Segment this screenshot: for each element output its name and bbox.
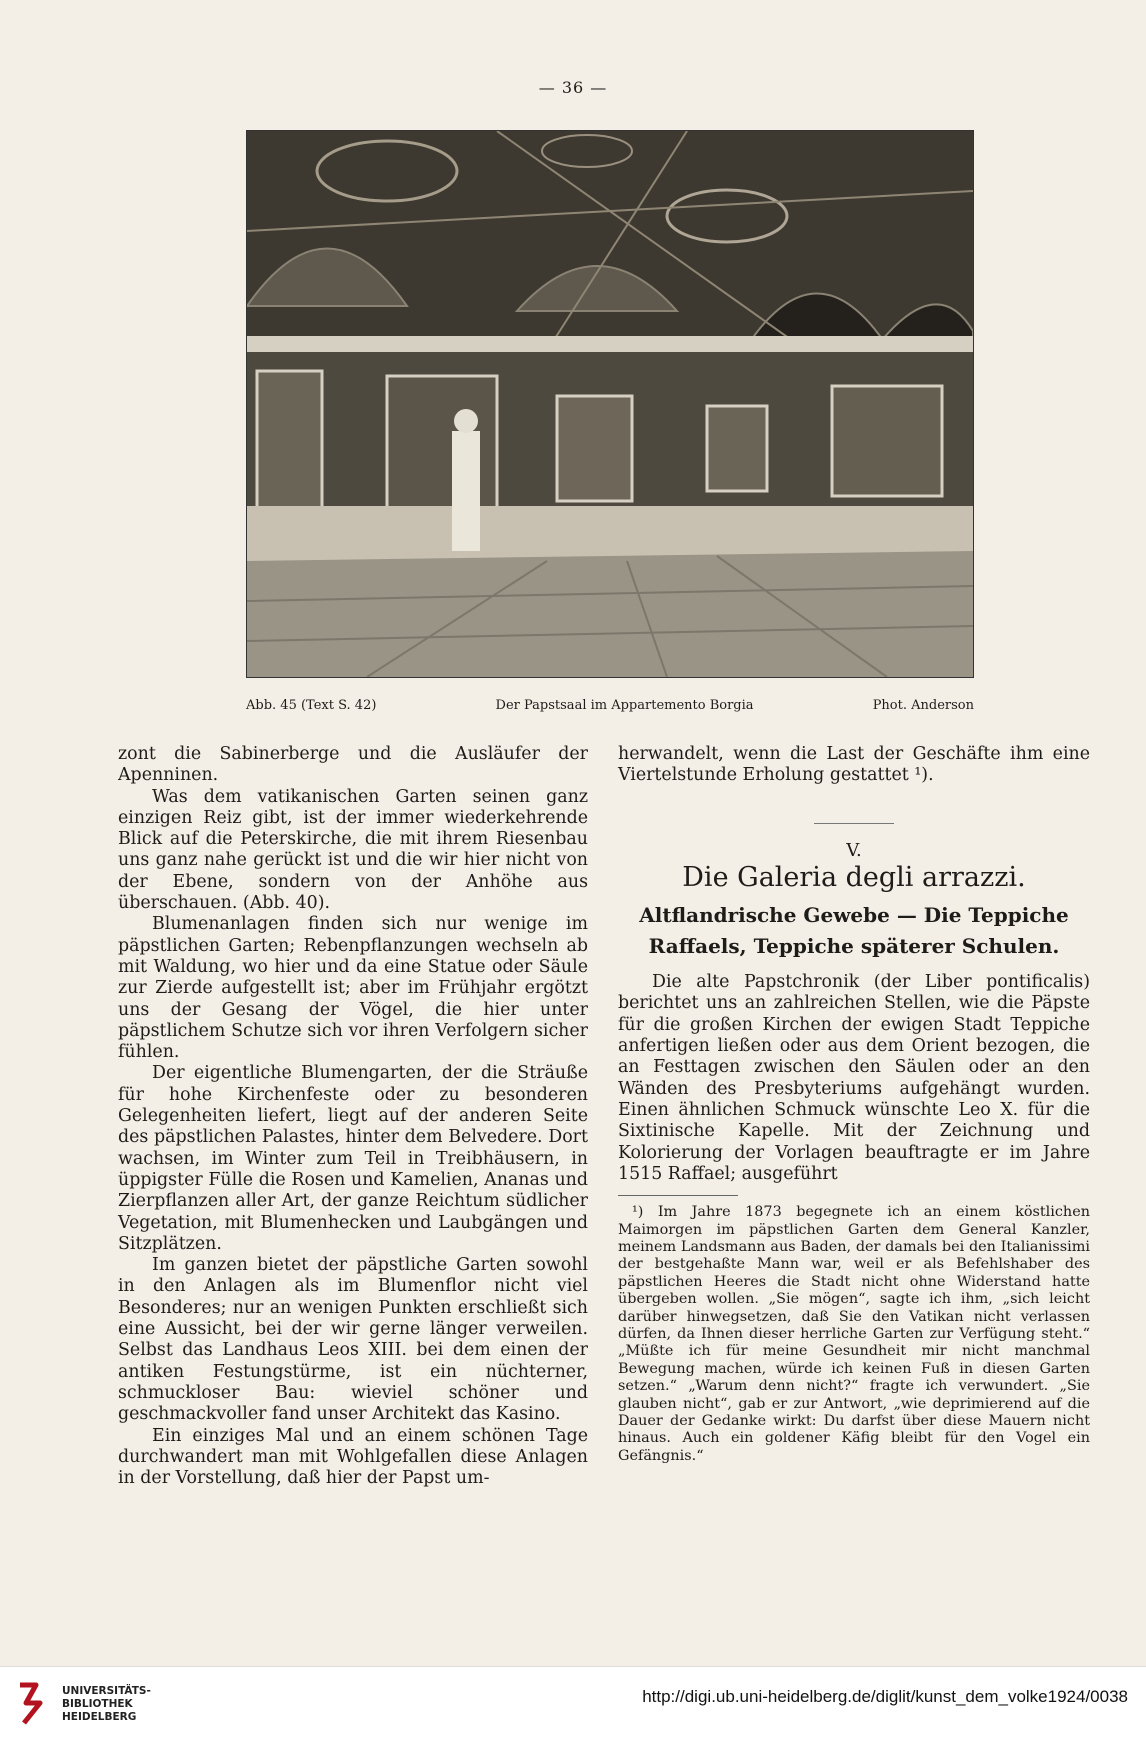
paragraph: Die alte Papstchronik (der Liber pontificalis) berichtet uns an zahlreichen Stellen, wie die Päpste für die großen Kirchen der ewigen Stadt Teppiche anfertigen ließen oder aus dem Orient bezogen, die an Festtagen zwischen den Säulen oder an den Wänden des Presbyteriums aufgehängt wurden. Einen ähnlichen Schmuck wünschte Leo X. für die Sixtinische Kapelle. Mit der Zeichnung und Kolorierung der Vorlagen beauftragte er im Jahre 1515 Raffael; ausgeführt: [618, 972, 1090, 1184]
paragraph: Der eigentliche Blumengarten, der die Sträuße für hohe Kirchenfeste oder zu besonderen Gelegenheiten liefert, liegt auf der anderen Seite des päpstlichen Palastes, hinter dem Belvedere. Dort wachsen, im Winter zum Teil in Treibhäusern, in üppigster Fülle die Rosen und Kamelien, Ananas und Zierpflanzen aller Art, der ganze Reichtum südlicher Vegetation, mit Blumenhecken und Laubgängen und Sitzplätzen.: [118, 1063, 588, 1254]
logo-line: BIBLIOTHEK: [62, 1697, 133, 1710]
library-logo-icon: [14, 1681, 54, 1727]
footnote: ¹) Im Jahre 1873 begegnete ich an einem köstlichen Maimorgen im päpstlichen Garten dem General Kanzler, meinem Landsmann aus Baden, der damals bei den Italianissimi der bestgehaßte Mann war, weil er als Befehlshaber des päpstlichen Heeres die Stadt nicht ohne Widerstand hatte übergeben wollen. „Sie mögen“, sagte ich ihm, „sich leicht darüber hinwegsetzen, daß Sie den Vatikan nicht verlassen dürfen, da Ihnen dieser herrliche Garten zur Verfügung steht.“ „Müßte ich für meine Gesundheit mir nicht manchmal Bewegung machen, würde ich keinen Fuß in diesen Garten setzen.“ „Warum denn nicht?“ fragte ich verwundert. „Sie glauben nicht“, gab er zur Antwort, „wie deprimierend auf die Dauer der Gedanke wirkt: Du darfst über diese Mauern nicht hinaus. Auch ein goldener Käfig bleibt für den Vogel ein Gefängnis.“: [618, 1204, 1090, 1464]
library-logo: [14, 1681, 151, 1727]
chapter-subtitle-line: Raffaels, Teppiche späterer Schulen.: [648, 934, 1060, 959]
paragraph: Ein einziges Mal und an einem schönen Tage durchwandert man mit Wohlgefallen diese Anlagen in der Vorstellung, daß hier der Papst um-: [118, 1425, 588, 1489]
caption-figure-ref: Abb. 45 (Text S. 42): [246, 698, 377, 713]
paragraph: zont die Sabinerberge und die Ausläufer der Apenninen.: [118, 744, 588, 786]
paragraph: Blumenanlagen finden sich nur wenige im päpstlichen Garten; Rebenpflanzungen wechseln ab mit Waldung, wo hier und da eine Statue oder Säule zur Zierde aufgestellt ist; aber im Frühjahr ergötzt uns der Gesang der Vögel, die hier unter päpstlichem Schutze sich vor ihren Verfolgern sicher fühlen.: [118, 914, 588, 1063]
caption-photo-credit: Phot. Anderson: [872, 698, 974, 713]
chapter-subtitle: [618, 900, 1090, 962]
section-divider: [814, 823, 894, 824]
paragraph: Was dem vatikanischen Garten seinen ganz einzigen Reiz gibt, ist der immer wiederkehrende Blick auf die Peterskirche, die mit ihrem Riesenbau uns ganz nahe gerückt ist und die wir hier nicht von der Ebene, sondern von der Anhöhe aus überschauen. (Abb. 40).: [118, 786, 588, 914]
logo-line: UNIVERSITÄTS-: [62, 1684, 151, 1697]
chapter-title: Die Galeria degli arrazzi.: [682, 861, 1026, 893]
caption-title: Der Papstsaal im Appartemento Borgia: [495, 698, 754, 713]
figure-photo: [246, 130, 974, 678]
page-number: — 36 —: [538, 78, 608, 97]
source-url-link[interactable]: http://digi.ub.uni-heidelberg.de/diglit/kunst_dem_volke1924/0038: [642, 1687, 1128, 1706]
chapter-subtitle-line: Altflandrische Gewebe — Die Teppiche: [639, 903, 1069, 928]
paragraph: herwandelt, wenn die Last der Geschäfte ihm eine Viertelstunde Erholung gestattet ¹).: [618, 744, 1090, 786]
paragraph: Im ganzen bietet der päpstliche Garten sowohl in den Anlagen als im Blumenflor nicht viel Besonderes; nur an wenigen Punkten erschließt sich eine Aussicht, bei der wir gerne länger verweilen. Selbst das Landhaus Leos XIII. bei dem einen der antiken Festungstürme, ist ein nüchterner, schmuckloser Bau: wieviel schöner und geschmackvoller fand unser Architekt das Kasino.: [118, 1255, 588, 1425]
logo-line: HEIDELBERG: [62, 1710, 137, 1723]
footnote-divider: [618, 1195, 738, 1196]
figure-caption: [246, 698, 974, 713]
library-footer: [0, 1666, 1146, 1752]
left-column: [118, 744, 588, 1489]
right-column: [618, 744, 1090, 1465]
chapter-number: V.: [846, 839, 862, 861]
hall-illustration: [247, 131, 973, 677]
